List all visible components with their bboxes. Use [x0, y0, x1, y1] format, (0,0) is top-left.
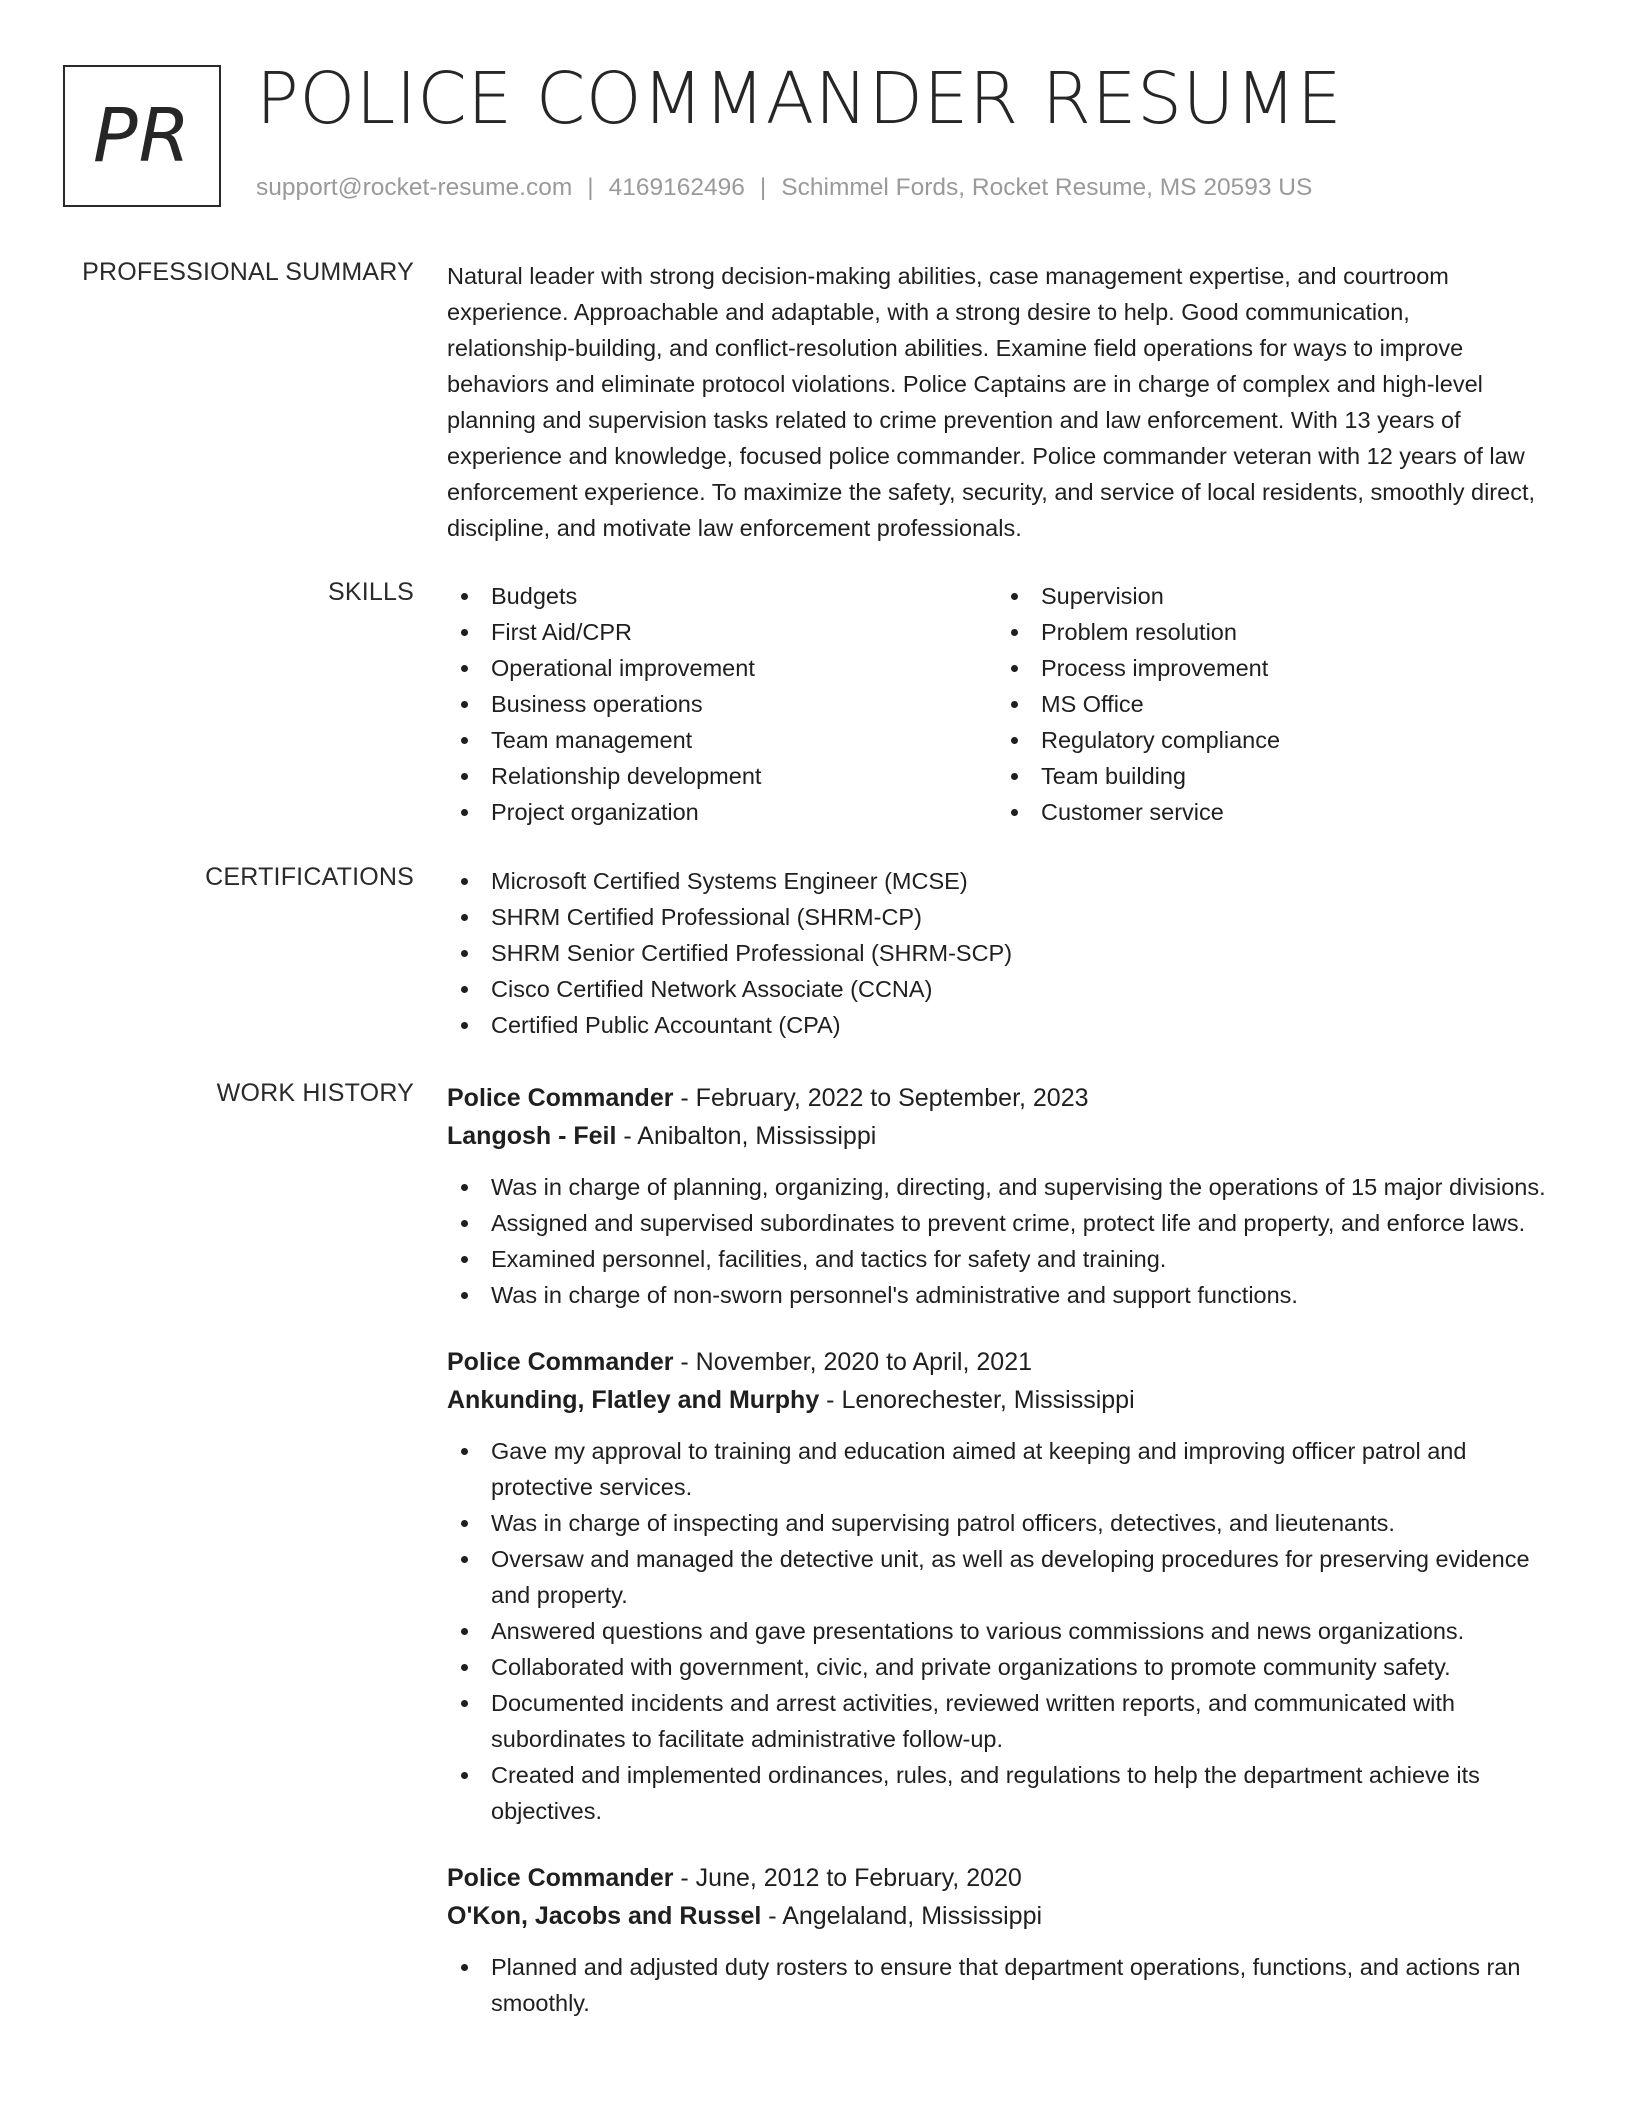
contact-separator: | [587, 174, 594, 201]
job-bullets [447, 1169, 1547, 1313]
skill-item: MS Office [997, 686, 1280, 722]
contact-address: Schimmel Fords, Rocket Resume, MS 20593 US [781, 174, 1313, 201]
skill-item: Business operations [447, 686, 761, 722]
job-location: - Anibalton, Mississippi [616, 1122, 877, 1150]
job-company: O'Kon, Jacobs and Russel [447, 1902, 762, 1930]
skill-item: First Aid/CPR [447, 614, 761, 650]
job-bullet: Gave my approval to training and education aimed at keeping and improving officer patrol and protective services. [447, 1433, 1547, 1505]
skill-item: Supervision [997, 578, 1280, 614]
certification-item: Microsoft Certified Systems Engineer (MCSE) [447, 863, 1547, 899]
job-bullet: Oversaw and managed the detective unit, as well as developing procedures for preserving evidence and property. [447, 1541, 1547, 1613]
job-bullet: Examined personnel, facilities, and tactics for safety and training. [447, 1241, 1547, 1277]
job-company-line [447, 1897, 1547, 1935]
skills-column-1 [447, 578, 761, 830]
job-entry [447, 1079, 1547, 1313]
skill-item: Regulatory compliance [997, 722, 1280, 758]
monogram-initials: PR [92, 93, 192, 179]
contact-line [256, 174, 1312, 202]
contact-phone[interactable]: 4169162496 [608, 174, 745, 201]
skill-item: Team building [997, 758, 1280, 794]
job-bullet: Was in charge of planning, organizing, directing, and supervising the operations of 15 major divisions. [447, 1169, 1547, 1205]
skill-item: Problem resolution [997, 614, 1280, 650]
job-entry [447, 1343, 1547, 1829]
job-title-line [447, 1859, 1547, 1897]
skill-item: Relationship development [447, 758, 761, 794]
certification-item: SHRM Certified Professional (SHRM-CP) [447, 899, 1547, 935]
summary-body [447, 258, 1537, 546]
job-title: Police Commander [447, 1348, 674, 1376]
job-bullet: Created and implemented ordinances, rules, and regulations to help the department achieve its objectives. [447, 1757, 1547, 1829]
job-bullet: Assigned and supervised subordinates to prevent crime, protect life and property, and enforce laws. [447, 1205, 1547, 1241]
job-title-line [447, 1343, 1547, 1381]
job-title: Police Commander [447, 1084, 674, 1112]
job-bullet: Planned and adjusted duty rosters to ensure that department operations, functions, and actions ran smoothly. [447, 1949, 1547, 2021]
job-title-line [447, 1079, 1547, 1117]
work-history-body [447, 1079, 1547, 2051]
job-bullet: Answered questions and gave presentations to various commissions and news organizations. [447, 1613, 1547, 1649]
contact-separator: | [759, 174, 767, 201]
skills-column-2 [997, 578, 1280, 830]
job-company-line [447, 1381, 1547, 1419]
job-dates: - June, 2012 to February, 2020 [673, 1864, 1022, 1892]
section-label-certifications: CERTIFICATIONS [205, 863, 414, 891]
skill-item: Budgets [447, 578, 761, 614]
section-label-skills: SKILLS [328, 578, 414, 606]
job-dates: - November, 2020 to April, 2021 [673, 1348, 1032, 1376]
job-bullet: Was in charge of inspecting and supervising patrol officers, detectives, and lieutenants. [447, 1505, 1547, 1541]
summary-text: Natural leader with strong decision-making abilities, case management expertise, and courtroom experience. Approachable and adaptable, with a strong desire to help. Good communication, relationship-building, and conflict-resolution abilities. Examine field operations for ways to improve behaviors and eliminate protocol violations. Police Captains are in charge of complex and high-level planning and supervision tasks related to crime prevention and law enforcement. With 13 years of experience and knowledge, focused police commander. Police commander veteran with 12 years of law enforcement experience. To maximize the safety, security, and service of local residents, smoothly direct, discipline, and motivate law enforcement professionals. [447, 263, 1536, 541]
job-company: Ankunding, Flatley and Murphy [447, 1386, 820, 1414]
job-bullets [447, 1433, 1547, 1829]
job-location: - Angelaland, Mississippi [761, 1902, 1043, 1930]
skill-item: Project organization [447, 794, 761, 830]
job-company-line [447, 1117, 1547, 1155]
job-bullet: Documented incidents and arrest activities, reviewed written reports, and communicated with subordinates to facilitate administrative follow-up. [447, 1685, 1547, 1757]
job-dates: - February, 2022 to September, 2023 [673, 1084, 1089, 1112]
certifications-body [447, 863, 1547, 1043]
job-bullet: Was in charge of non-sworn personnel's administrative and support functions. [447, 1277, 1547, 1313]
section-label-summary: PROFESSIONAL SUMMARY [82, 258, 414, 286]
job-bullets [447, 1949, 1547, 2021]
job-title: Police Commander [447, 1864, 674, 1892]
monogram-logo [63, 65, 221, 207]
skill-item: Customer service [997, 794, 1280, 830]
certification-item: Cisco Certified Network Associate (CCNA) [447, 971, 1547, 1007]
job-entry [447, 1859, 1547, 2021]
certifications-list [447, 863, 1547, 1043]
skill-item: Process improvement [997, 650, 1280, 686]
job-bullet: Collaborated with government, civic, and private organizations to promote community safety. [447, 1649, 1547, 1685]
section-label-work-history: WORK HISTORY [216, 1079, 414, 1107]
certification-item: SHRM Senior Certified Professional (SHRM-SCP) [447, 935, 1547, 971]
job-location: - Lenorechester, Mississippi [819, 1386, 1135, 1414]
certification-item: Certified Public Accountant (CPA) [447, 1007, 1547, 1043]
skill-item: Team management [447, 722, 761, 758]
job-company: Langosh - Feil [447, 1122, 617, 1150]
skill-item: Operational improvement [447, 650, 761, 686]
contact-email[interactable]: support@rocket-resume.com [256, 174, 573, 201]
resume-title: POLICE COMMANDER RESUME [256, 57, 1343, 140]
